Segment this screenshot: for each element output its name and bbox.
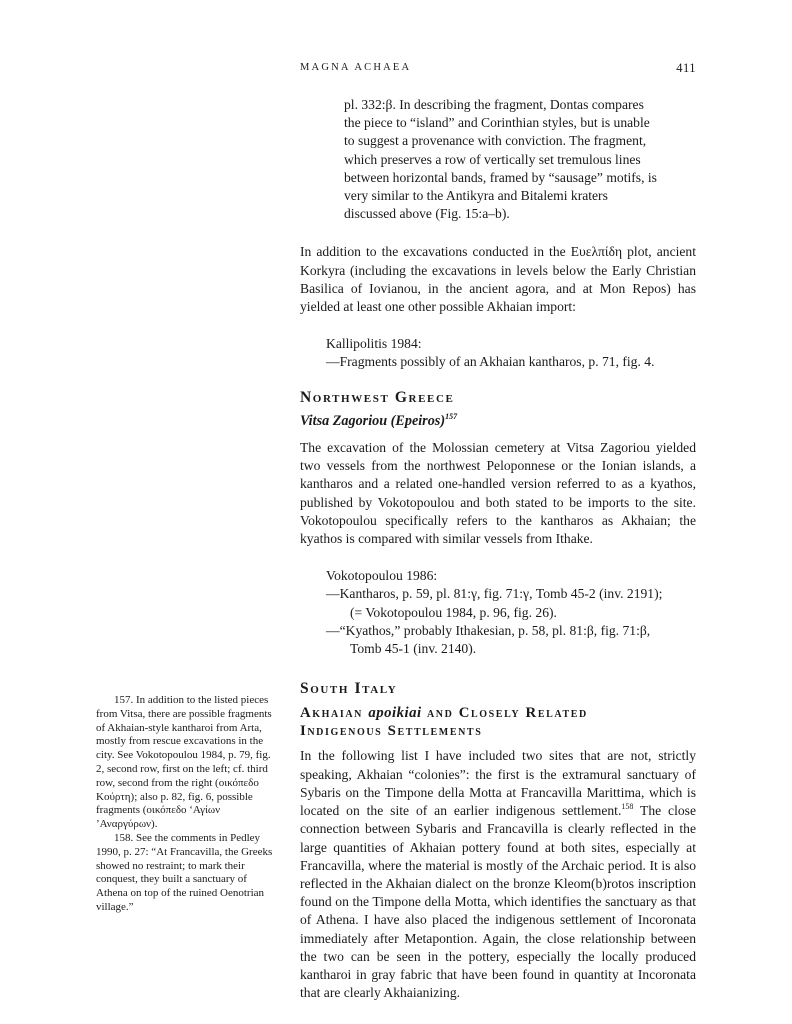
subsection-heading-apoikiai: Akhaian apoikiai and Closely Related Indigenous Settlements [300, 705, 588, 740]
running-head [300, 62, 696, 73]
quote-block: pl. 332:β. In describing the fragment, Dontas compares the piece to “island” and Corinthian styles, but is unable to suggest a provenance with conviction. The fragment, which preserves a row of vertically set tremulous lines between horizontal bands, framed by “sausage” motifs, is very similar to the Antikyra and Bitalemi kraters discussed above (Fig. 15:a–b). [344, 97, 657, 222]
citation-entry: —“Kyathos,” probably Ithakesian, p. 58, pl. 81:β, fig. 71:β, [326, 622, 651, 638]
paragraph-south-italy: In the following list I have included two sites that are not, strictly speaking, Akhaian “colonies”: the first is the extramural sanctuary of Sybaris on the Timpone della Motta at Francavilla Marittima, which is located on the site of an earlier indigenous settlement.$^{158}$ The close connection between Sybaris and Francavilla is clearly reflected in the large quantities of Akhaian pottery found at both sites, especially at Francavilla, where the material is mostly of the Archaic period. It is also reflected in the Akhaian dialect on the bronze Kleom(b)rotos inscription found on the Timpone della Motta, which identifies the sanctuary as that of Athena. I have also placed the indigenous settlement of Incoronata immediately after Metapontion. Again, the close relationship between the two can be seen in the pottery, especially the locally produced kantharoi in gray fabric that have been found in quantity at Incoronata that are clearly Akhaianizing. [300, 748, 696, 1001]
section-heading-northwest-greece: Northwest Greece [300, 388, 455, 406]
citation-entry: Tomb 45-1 (inv. 2140). [350, 641, 477, 657]
footnote-ref: 158 [621, 802, 634, 812]
page-number: 411 [676, 61, 696, 75]
citation-source: Vokotopoulou 1986: [326, 568, 438, 584]
section-heading-south-italy: South Italy [300, 680, 398, 698]
footnote-158: 158. See the comments in Pedley 1990, p. 27: “At Francavilla, the Greeks showed no restraint; to mark their conquest, they built a sanctuary of Athena on top of the ruined Oenotrian village.” [96, 831, 273, 913]
citation-source: Kallipolitis 1984: [326, 336, 422, 352]
citation-entry: (= Vokotopoulou 1984, p. 96, fig. 26). [350, 604, 557, 620]
footnote-ref: 157 [445, 411, 458, 421]
main-column [300, 96, 696, 1002]
citation-kallipolitis [326, 335, 696, 371]
citation-vokotopoulou [326, 567, 696, 658]
footnote-157: 157. In addition to the listed pieces from Vitsa, there are possible fragments of Akhaian-style kantharoi from Arta, mostly from rescue excavations in the city. See Vokotopoulou 1984, p. 79, fig. 2, second row, first on the left; cf. third row, second from the right (οικόπεδο Κούρτη); also p. 82, fig. 6, possible fragments (οικόπεδο ‘Αγίων ’Αναργύρων). [96, 694, 272, 831]
citation-entry: —Fragments possibly of an Akhaian kantharos, p. 71, fig. 4. [326, 354, 655, 370]
site-heading-vitsa [300, 412, 696, 430]
paragraph-vitsa: The excavation of the Molossian cemetery at Vitsa Zagoriou yielded two vessels from the northwest Peloponnese or the Ionian islands, a kantharos and a related one-handled version referred to as a kyathos, published by Vokotopoulou and both stated to be imports to the site. Vokotopoulou specifically refers to the kantharos as Akhaian; the kyathos is compared with similar vessels from Ithake. [300, 440, 696, 547]
site-name: Vitsa Zagoriou (Epeiros) [300, 412, 446, 429]
running-title: MAGNA ACHAEA [300, 62, 412, 73]
paragraph-korkyra: In addition to the excavations conducted in the Ευελπίδη plot, ancient Korkyra (including the excavations in levels below the Early Christian Basilica of Iovianou, in the ancient agora, and at Mon Repos) has yielded at least one other possible Akhaian import: [300, 244, 696, 315]
citation-entry: —Kantharos, p. 59, pl. 81:γ, fig. 71:γ, Tomb 45-2 (inv. 2191); [326, 586, 663, 602]
footnotes [96, 694, 276, 915]
